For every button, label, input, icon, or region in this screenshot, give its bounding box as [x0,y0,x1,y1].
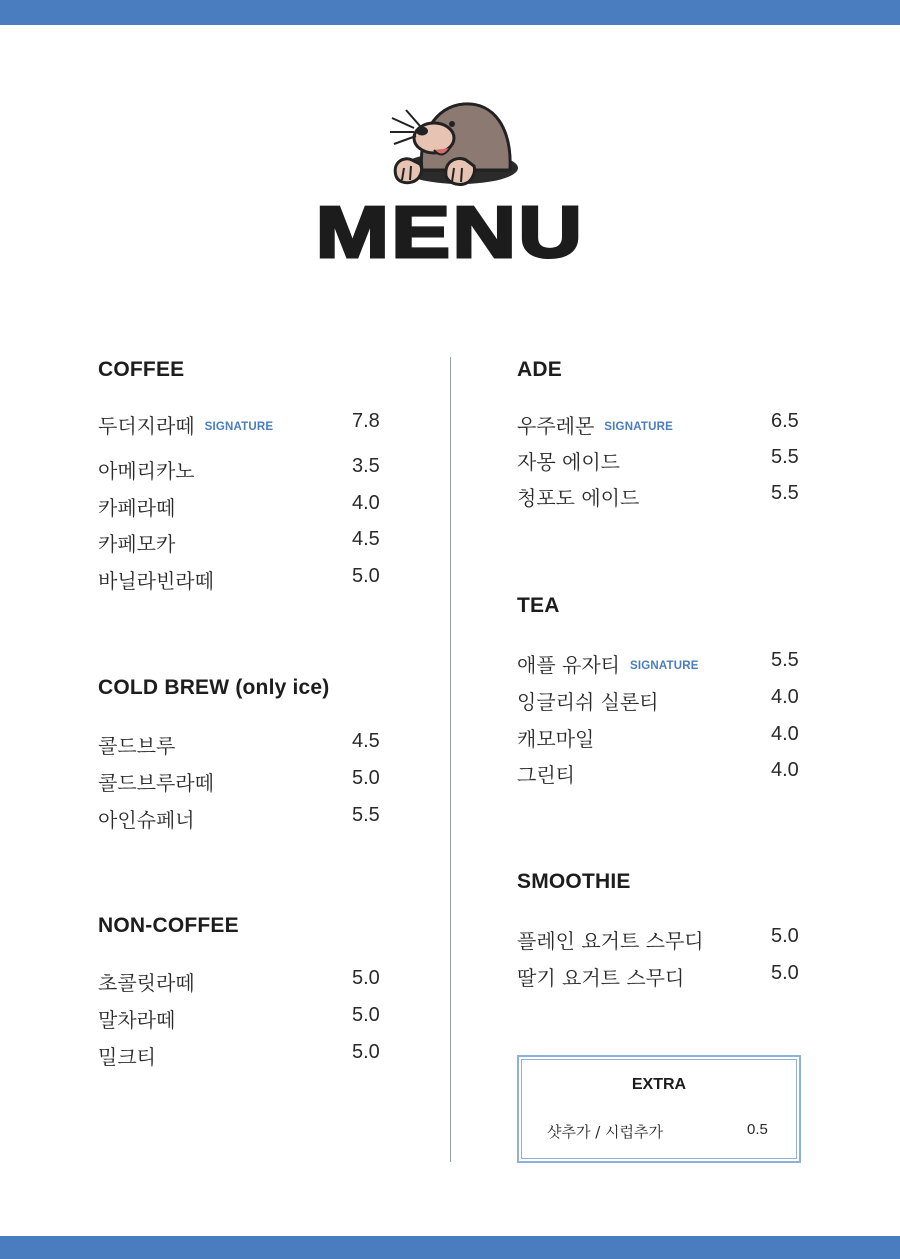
menu-item [98,767,388,797]
menu-item [517,686,807,716]
mole-icon [384,98,524,190]
item-name: 콜드브루라떼 [98,771,214,795]
item-name: 청포도 에이드 [517,486,640,510]
extra-title: EXTRA [631,1076,687,1093]
menu-item [98,730,388,760]
menu-item [517,925,807,955]
menu-item [98,804,388,834]
item-name: 우주레몬 [517,414,595,438]
menu-item [517,410,807,440]
menu-item [98,528,388,558]
item-name: 그린티 [517,763,575,787]
item-price: 4.0 [352,492,380,514]
menu-item [98,565,388,595]
extra-box [517,1055,801,1163]
item-name: 콜드브루 [98,734,176,758]
item-price: 5.5 [771,446,799,468]
item-price: 5.0 [352,1004,380,1026]
section-title-non-coffee: NON-COFFEE [98,914,239,937]
menu-item [517,446,807,476]
menu-item [98,410,388,440]
item-name: 두더지라떼 [98,414,195,438]
column-divider [450,357,451,1162]
page-title: MENU [315,193,585,273]
menu-item [98,1041,388,1071]
item-name: 밀크티 [98,1045,156,1069]
section-title-tea: TEA [517,594,560,617]
item-price: 5.0 [352,1041,380,1063]
item-price: 4.5 [352,730,380,752]
item-price: 5.0 [771,925,799,947]
menu-item [517,962,807,992]
item-name: 아인슈페너 [98,808,195,832]
item-price: 4.5 [352,528,380,550]
section-title-cold-brew: COLD BREW (only ice) [98,676,330,699]
extra-item-name: 샷추가 / 시럽추가 [547,1123,664,1141]
menu-item [98,492,388,522]
item-name: 아메리카노 [98,459,195,483]
item-name: 카페라떼 [98,496,176,520]
item-price: 3.5 [352,455,380,477]
menu-item [517,482,807,512]
item-price: 4.0 [771,686,799,708]
item-name: 바닐라빈라떼 [98,569,214,593]
item-price: 5.5 [352,804,380,826]
signature-badge: SIGNATURE [604,421,673,433]
item-name: 딸기 요거트 스무디 [517,966,685,990]
item-price: 5.5 [771,649,799,671]
item-name: 플레인 요거트 스무디 [517,929,704,953]
item-name: 자몽 에이드 [517,450,620,474]
item-name: 말차라떼 [98,1008,176,1032]
item-price: 7.8 [352,410,380,432]
menu-item [98,967,388,997]
signature-badge: SIGNATURE [629,660,699,672]
item-price: 4.0 [771,723,799,745]
item-price: 5.0 [352,967,380,989]
menu-item [517,759,807,789]
item-name: 카페모카 [98,532,176,556]
menu-item [98,1004,388,1034]
item-name: 캐모마일 [517,727,595,751]
signature-badge: SIGNATURE [204,421,274,433]
item-name: 초콜릿라떼 [98,971,195,995]
menu-item [98,455,388,485]
bottom-accent-bar [0,1236,900,1259]
item-price: 5.0 [771,962,799,984]
item-price: 5.0 [352,767,380,789]
item-price: 6.5 [771,410,799,432]
menu-item [517,723,807,753]
top-accent-bar [0,0,900,25]
item-name: 애플 유자티 [517,653,620,677]
menu-item [517,649,807,679]
item-price: 5.5 [771,482,799,504]
extra-item-price: 0.5 [747,1121,768,1138]
section-title-coffee: COFFEE [98,358,185,381]
item-price: 4.0 [771,759,799,781]
section-title-ade: ADE [517,358,562,381]
item-price: 5.0 [352,565,380,587]
section-title-smoothie: SMOOTHIE [517,870,631,893]
item-name: 잉글리쉬 실론티 [517,690,659,714]
